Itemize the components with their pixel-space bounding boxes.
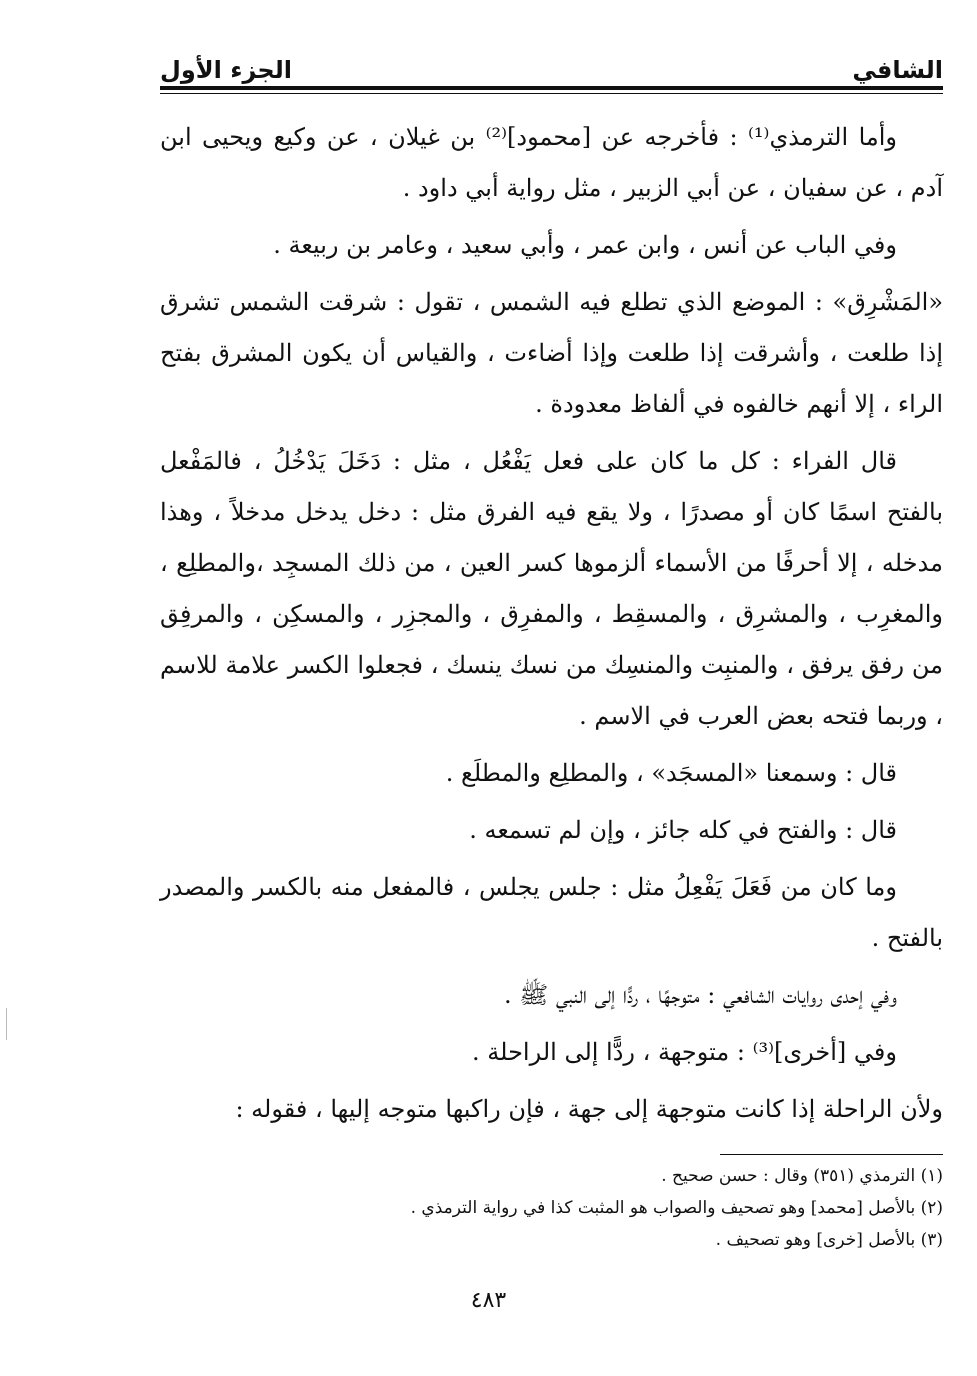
paragraph-mashriq: «المَشْرِق» : الموضع الذي تطلع فيه الشمس ، تقول : شرقت الشمس تشرق إذا طلعت ، وأشرقت إذا طلعت وإذا أضاءت ، والقياس أن يكون المشرق بفتح الراء ، إلا أنهم خالفوه في ألفاظ معدودة .	[160, 288, 943, 418]
paragraph-tirmidhi: وأما الترمذي⁽¹⁾ : فأخرجه عن [محمود]⁽²⁾ بن غيلان ، عن وكيع ويحيى ابن آدم ، عن سفيان ، عن أبي الزبير ، مثل رواية أبي داود .	[160, 123, 943, 202]
footnote-2: (٢) بالأصل [محمد] وهو تصحيف والصواب هو المثبت كذا في رواية الترمذي .	[410, 1198, 943, 1218]
header-rule-thick	[160, 86, 943, 90]
margin-mark	[6, 1008, 7, 1040]
paragraph-ukhra: وفي [أخرى]⁽³⁾ : متوجهة ، ردًّا إلى الراحلة .	[472, 1038, 897, 1066]
header-rule-thin	[160, 93, 943, 94]
paragraph-farra: قال الفراء : كل ما كان على فعل يَفْعُل ، مثل : دَخَلَ يَدْخُلُ ، فالمَفْعل بالفتح اسمًا كان أو مصدرًا ، ولا يقع فيه الفرق مثل : دخل يدخل مدخلاً ، وهذا مدخله ، إلا أحرفًا من الأسماء ألزموها كسر العين ، من ذلك المسجِد ،والمطلِع ، والمغرِب ، والمشرِق ، والمسقِط ، والمفرِق ، والمجزِر ، والمسكِن ، والمرفِق من رفق يرفق ، والمنبِت والمنسِك من نسك ينسك ، فجعلوا الكسر علامة للاسم ، وربما فتحه بعض العرب في الاسم .	[160, 447, 943, 730]
footnote-divider	[720, 1154, 943, 1155]
main-text	[160, 112, 943, 1141]
footnote-1: (١) الترمذي (٣٥١) وقال : حسن صحيح .	[661, 1166, 943, 1186]
paragraph-riwayat: وفي إحدى روايات الشافعي : متوجهًا ، ردًّا إلى النبي ﷺ .	[504, 981, 897, 1009]
paragraph-rahila: ولأن الراحلة إذا كانت متوجهة إلى جهة ، فإن راكبها متوجه إليها ، فقوله :	[235, 1095, 943, 1123]
running-header	[160, 44, 943, 84]
footnotes	[160, 1160, 943, 1256]
paragraph-faala: وما كان من فَعَلَ يَفْعِلُ مثل : جلس يجلس ، فالمفعل منه بالكسر والمصدر بالفتح .	[160, 873, 943, 952]
book-title: الشافي	[852, 56, 943, 84]
volume-label: الجزء الأول	[160, 56, 292, 84]
page-number: ٤٨٣	[470, 1288, 507, 1313]
paragraph-samina: قال : وسمعنا «المسجَد» ، والمطلِع والمطلَع .	[445, 759, 897, 787]
footnote-3: (٣) بالأصل [خرى] وهو تصحيف .	[715, 1230, 943, 1250]
paragraph-bab: وفي الباب عن أنس ، وابن عمر ، وأبي سعيد ، وعامر بن ربيعة .	[273, 231, 897, 259]
paragraph-fath: قال : والفتح في كله جائز ، وإن لم تسمعه .	[469, 816, 897, 844]
